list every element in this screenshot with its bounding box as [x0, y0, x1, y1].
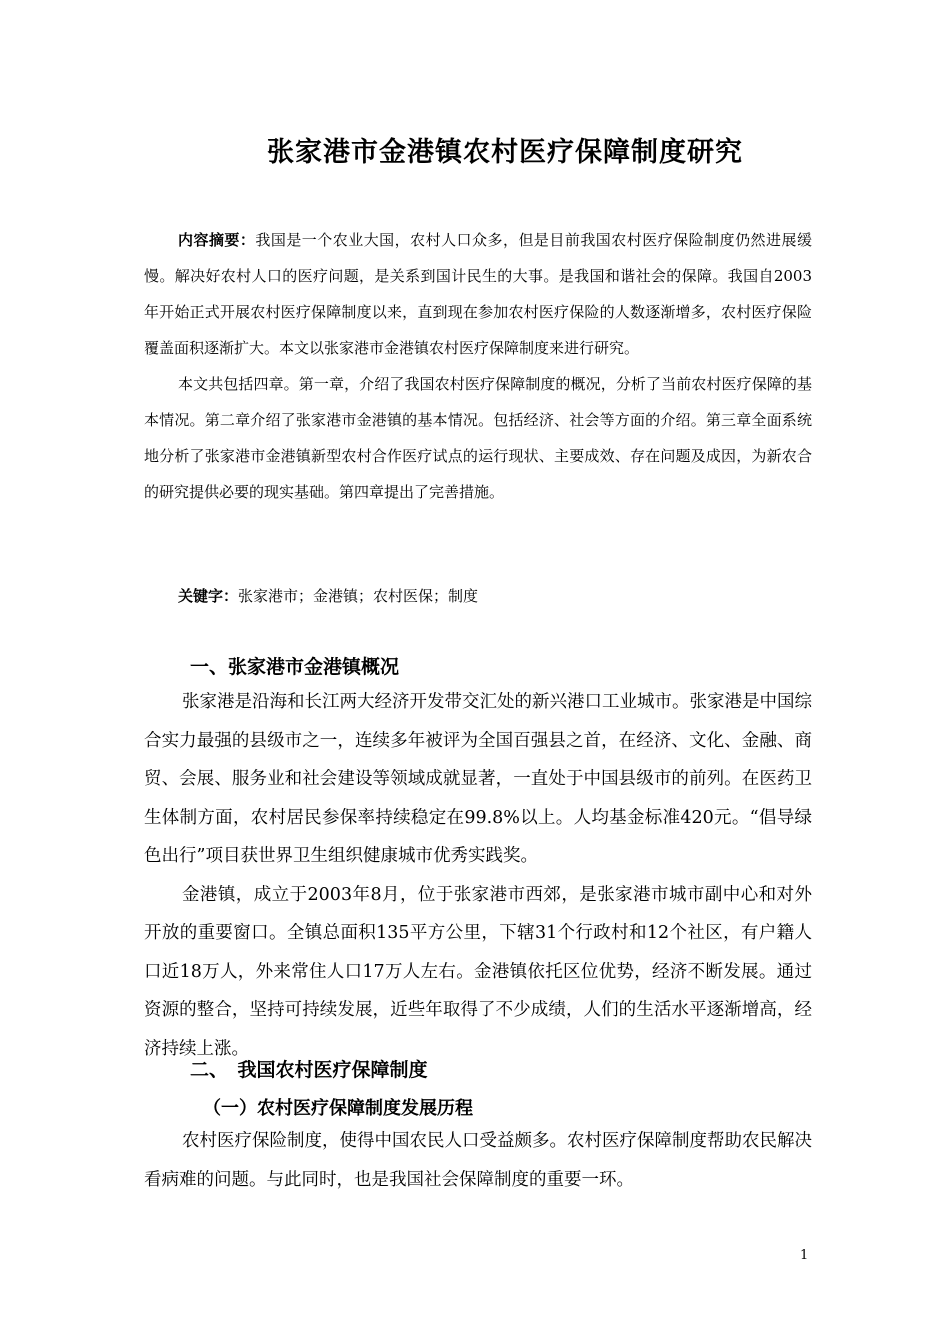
- keywords-label: 关键字：: [178, 587, 239, 605]
- section1-heading: 一、张家港市金港镇概况: [190, 656, 400, 678]
- section2-heading: 二、 我国农村医疗保障制度: [190, 1059, 428, 1081]
- section1-paragraph-2: 金港镇，成立于2003年8月，位于张家港市西郊，是张家港市城市副中心和对外开放的重要窗口。全镇总面积135平方公里，下辖31个行政村和12个社区，有户籍人口近18万人，外来常住人口17万人左右。金港镇依托区位优势，经济不断发展。通过资源的整合，坚持可持续发展，近些年取得了不少成绩，人们的生活水平逐渐增高，经济持续上涨。: [144, 884, 812, 1059]
- section1-body: [144, 683, 812, 1068]
- section1-paragraph-1: 张家港是沿海和长江两大经济开发带交汇处的新兴港口工业城市。张家港是中国综合实力最强的县级市之一，连续多年被评为全国百强县之首，在经济、文化、金融、商贸、会展、服务业和社会建设等领域成就显著，一直处于中国县级市的前列。在医药卫生体制方面，农村居民参保率持续稳定在99.8%以上。人均基金标准420元。“倡导绿色出行”项目获世界卫生组织健康城市优秀实践奖。: [144, 692, 812, 866]
- document-title: 张家港市金港镇农村医疗保障制度研究: [267, 137, 743, 168]
- section2-subheading-1: （一）农村医疗保障制度发展历程: [203, 1098, 473, 1119]
- section2-paragraph-1: 农村医疗保险制度，使得中国农民人口受益颇多。农村医疗保障制度帮助农民解决看病难的问题。与此同时，也是我国社会保障制度的重要一环。: [144, 1131, 812, 1190]
- keywords-line: [178, 585, 478, 606]
- abstract-paragraph-1: [144, 222, 812, 366]
- page-number: 1: [800, 1248, 809, 1263]
- abstract-text-1: 我国是一个农业大国，农村人口众多，但是目前我国农村医疗保险制度仍然进展缓慢。解决好农村人口的医疗问题，是关系到国计民生的大事。是我国和谐社会的保障。我国自2003年开始正式开展农村医疗保障制度以来，直到现在参加农村医疗保险的人数逐渐增多，农村医疗保险覆盖面积逐渐扩大。本文以张家港市金港镇农村医疗保障制度来进行研究。: [144, 231, 812, 357]
- abstract-section: [144, 222, 812, 510]
- abstract-label: 内容摘要：: [178, 231, 256, 249]
- abstract-paragraph-2: 本文共包括四章。第一章，介绍了我国农村医疗保障制度的概况，分析了当前农村医疗保障的基本情况。第二章介绍了张家港市金港镇的基本情况。包括经济、社会等方面的介绍。第三章全面系统地分析了张家港市金港镇新型农村合作医疗试点的运行现状、主要成效、存在问题及成因，为新农合的研究提供必要的现实基础。第四章提出了完善措施。: [144, 375, 812, 501]
- section2-body: [144, 1122, 812, 1199]
- keywords-text: 张家港市；金港镇；农村医保；制度: [238, 587, 479, 605]
